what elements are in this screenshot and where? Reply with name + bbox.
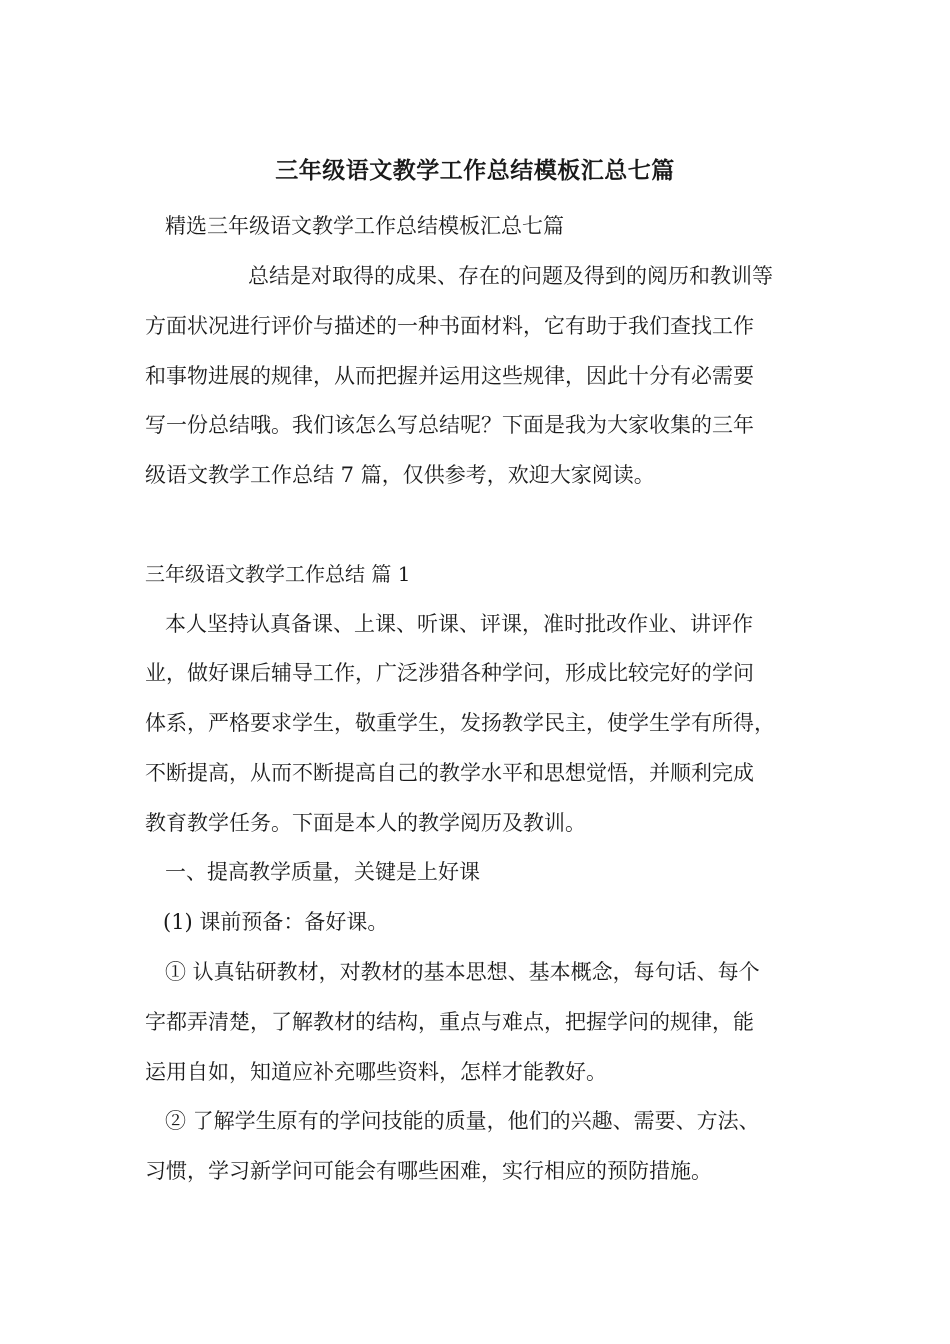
item-line: 字都弄清楚，了解教材的结构，重点与难点，把握学问的规律，能 bbox=[145, 1010, 754, 1034]
section-line: 不断提高，从而不断提高自己的教学水平和思想觉悟，并顺利完成 bbox=[145, 761, 754, 785]
document-subtitle: 精选三年级语文教学工作总结模板汇总七篇 bbox=[165, 214, 564, 238]
section-line: 体系，严格要求学生，敬重学生，发扬教学民主，使学生学有所得， bbox=[145, 711, 775, 735]
sub-heading: (1) 课前预备：备好课。 bbox=[163, 910, 389, 934]
point-heading: 一、提高教学质量，关键是上好课 bbox=[165, 860, 480, 884]
intro-line: 写一份总结哦。我们该怎么写总结呢？下面是我为大家收集的三年 bbox=[145, 413, 754, 437]
intro-line: 方面状况进行评价与描述的一种书面材料，它有助于我们查找工作 bbox=[145, 314, 754, 338]
intro-line: 和事物进展的规律，从而把握并运用这些规律，因此十分有必需要 bbox=[145, 364, 754, 388]
intro-line: 级语文教学工作总结 7 篇，仅供参考，欢迎大家阅读。 bbox=[145, 463, 655, 487]
document-title: 三年级语文教学工作总结模板汇总七篇 bbox=[275, 158, 675, 184]
section-heading: 三年级语文教学工作总结 篇 1 bbox=[145, 562, 411, 586]
intro-line: 总结是对取得的成果、存在的问题及得到的阅历和教训等 bbox=[248, 264, 773, 288]
section-line: 本人坚持认真备课、上课、听课、评课，准时批改作业、讲评作 bbox=[165, 612, 753, 636]
item-line: 运用自如，知道应补充哪些资料，怎样才能教好。 bbox=[145, 1060, 607, 1084]
item-line: ② 了解学生原有的学问技能的质量，他们的兴趣、需要、方法、 bbox=[165, 1109, 760, 1133]
item-line: 习惯，学习新学问可能会有哪些困难，实行相应的预防措施。 bbox=[145, 1159, 712, 1183]
section-line: 教育教学任务。下面是本人的教学阅历及教训。 bbox=[145, 811, 586, 835]
section-line: 业，做好课后辅导工作，广泛涉猎各种学问，形成比较完好的学问 bbox=[145, 661, 754, 685]
item-line: ① 认真钻研教材，对教材的基本思想、基本概念，每句话、每个 bbox=[165, 960, 760, 984]
